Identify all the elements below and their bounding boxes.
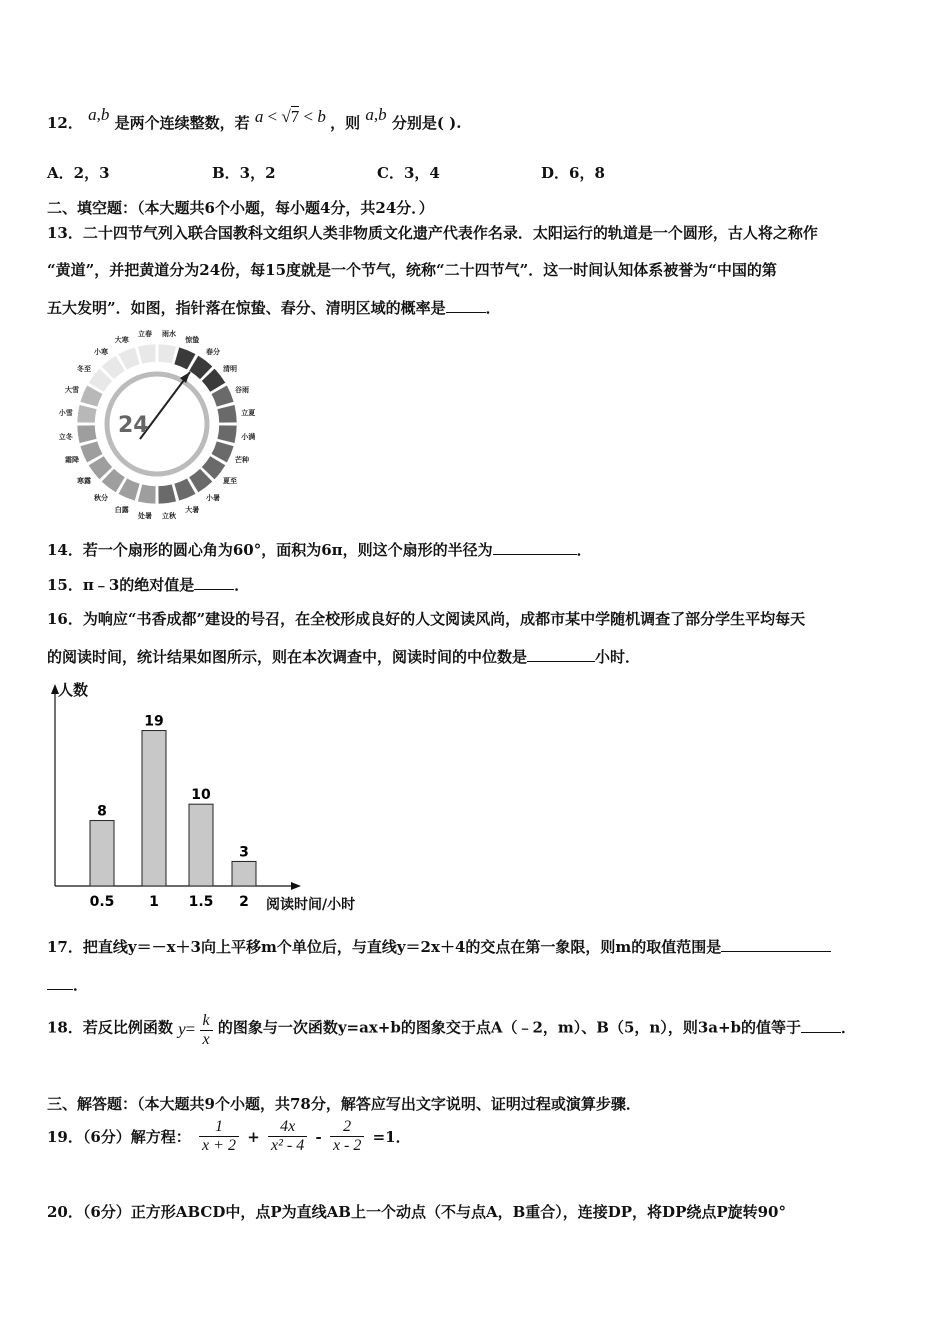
x-tick-label: 1 — [149, 894, 159, 910]
x-axis-label: 阅读时间/小时 — [266, 897, 356, 913]
bar-1.5 — [189, 804, 213, 886]
solar-term-label: 秋分 — [93, 493, 108, 502]
q13-line3: 五大发明”．如图，指针落在惊蛰、春分、清明区域的概率是 ． — [47, 299, 501, 317]
q19-fraction-1: $\frac{1}{x + 2}$ — [199, 1118, 239, 1155]
solar-term-label: 处暑 — [137, 512, 152, 520]
solar-term-label: 小寒 — [93, 348, 108, 357]
q17-line1: 17．把直线y＝－x＋3向上平移m个单位后，与直线y＝2x＋4的交点在第一象限，则m的取值范围是 — [47, 936, 831, 957]
bar-value-label: 10 — [191, 787, 211, 804]
solar-term-label: 立冬 — [58, 433, 73, 442]
dial-segment — [138, 344, 156, 364]
dial-center-number: 24 — [118, 413, 149, 438]
q17-answer-blank — [721, 937, 831, 952]
solar-term-label: 寒露 — [77, 477, 92, 486]
q12-ab: a,b — [88, 105, 110, 124]
q13-line2: “黄道”，并把黄道分为24份，每15度就是一个节气，统称“二十四节气”．这一时间认知体系被誉为“中国的第 — [47, 261, 777, 279]
solar-term-label: 谷雨 — [234, 385, 249, 394]
q16-line2: 的阅读时间，统计结果如图所示，则在本次调查中，阅读时间的中位数是 小时． — [47, 648, 641, 666]
section-2-heading: 二、填空题：（本大题共6个小题，每小题4分，共24分．） — [47, 199, 434, 217]
q19-fraction-3: $\frac{2}{x - 2}$ — [330, 1118, 364, 1155]
bar-1 — [142, 731, 166, 886]
dial-segment — [217, 405, 237, 423]
solar-term-label: 立春 — [137, 329, 152, 338]
x-axis-arrow — [291, 882, 301, 890]
dial-segment — [158, 484, 176, 504]
q13-line1: 13．二十四节气列入联合国教科文组织人类非物质文化遗产代表作名录．太阳运行的轨道是一个圆形，古人将之称作 — [47, 224, 818, 242]
q12-text3: 分别是( ). — [391, 114, 462, 132]
dial-segment — [158, 344, 176, 364]
reading-time-bar-chart — [40, 680, 390, 916]
q15-answer-blank — [194, 575, 234, 590]
q17-line2: ． — [47, 974, 88, 995]
solar-term-label: 小暑 — [206, 493, 221, 502]
solar-term-label: 白露 — [114, 505, 129, 514]
solar-term-label: 春分 — [206, 348, 221, 357]
dial-segment — [138, 484, 156, 504]
solar-term-label: 小雪 — [58, 408, 73, 417]
solar-term-label: 芒种 — [234, 456, 249, 465]
solar-term-label: 夏至 — [222, 477, 237, 486]
dial-labels — [59, 329, 255, 520]
q12-inequality: a < √7 < b — [254, 107, 326, 126]
q19-fraction-2: $\frac{4x}{\text{x² - 4}}$ — [268, 1118, 307, 1155]
q16-answer-blank — [527, 647, 595, 662]
dial-segment — [217, 425, 237, 443]
solar-term-label: 霜降 — [65, 456, 80, 465]
q13-answer-blank — [446, 298, 486, 313]
bar-0.5 — [90, 821, 114, 886]
q12-number: 12． — [47, 114, 83, 132]
solar-term-label: 大雪 — [65, 385, 80, 394]
q12-option-d: D．6，8 — [541, 164, 605, 182]
solar-term-label: 立秋 — [162, 512, 177, 520]
x-tick-label: 1.5 — [188, 894, 214, 910]
bars — [90, 714, 256, 910]
solar-term-label: 小满 — [241, 433, 256, 442]
dial-segment — [77, 425, 97, 443]
q12-option-b: B．3，2 — [212, 164, 276, 182]
bar-2 — [232, 861, 256, 886]
question-15: 15．π﹣3的绝对值是 ． — [47, 576, 250, 594]
q12-ab2: a,b — [365, 105, 387, 124]
q18-answer-blank — [801, 1018, 841, 1033]
q14-answer-blank — [493, 540, 577, 555]
dial-segments — [77, 344, 237, 504]
solar-term-label: 惊蛰 — [185, 336, 200, 345]
q12-text1: 是两个连续整数，若 — [114, 114, 250, 132]
q18-function: y= $\frac{k}{x}$ — [178, 1012, 213, 1049]
q17-answer-blank-cont — [47, 975, 73, 990]
x-tick-label: 2 — [239, 894, 249, 910]
question-14: 14．若一个扇形的圆心角为60°，面积为6π，则这个扇形的半径为 ． — [47, 541, 592, 559]
question-18: 18．若反比例函数 y= $\frac{k}{x}$ 的图象与一次函数y=ax+b的图象交于点A（﹣2，m）、B（5，n），则3a+b的值等于 ． — [47, 1012, 857, 1048]
question-19: 19．（6分）解方程： $\frac{1}{x + 2}$ + $\frac{4x}{\text{x² - 4}}$ - $\frac{2}{x - 2}$ =1． — [47, 1118, 411, 1154]
section-3-heading: 三、解答题：（本大题共9个小题，共78分，解答应写出文字说明、证明过程或演算步骤． — [47, 1095, 641, 1113]
q12-option-c: C．3，4 — [377, 164, 440, 182]
solar-term-label: 大寒 — [114, 336, 129, 345]
q12-text2: ，则 — [330, 114, 361, 132]
solar-terms-dial — [45, 328, 265, 520]
solar-term-label: 冬至 — [77, 364, 92, 373]
bar-value-label: 3 — [239, 844, 249, 861]
q16-line1: 16．为响应“书香成都”建设的号召，在全校形成良好的人文阅读风尚，成都市某中学随机调查了部分学生平均每天 — [47, 610, 806, 628]
solar-term-label: 立夏 — [241, 408, 256, 417]
y-axis-label: 人数 — [58, 681, 89, 699]
question-20: 20．（6分）正方形ABCD中，点P为直线AB上一个动点（不与点A，B重合），连接DP，将DP绕点P旋转90° — [47, 1203, 786, 1221]
dial-segment — [77, 405, 97, 423]
q12-option-a: A．2，3 — [47, 164, 110, 182]
bar-value-label: 19 — [144, 713, 164, 730]
question-12 — [47, 105, 462, 133]
bar-value-label: 8 — [97, 803, 107, 820]
solar-term-label: 大暑 — [185, 505, 200, 514]
x-tick-label: 0.5 — [89, 894, 115, 910]
solar-term-label: 雨水 — [162, 329, 177, 338]
solar-term-label: 清明 — [222, 364, 237, 373]
